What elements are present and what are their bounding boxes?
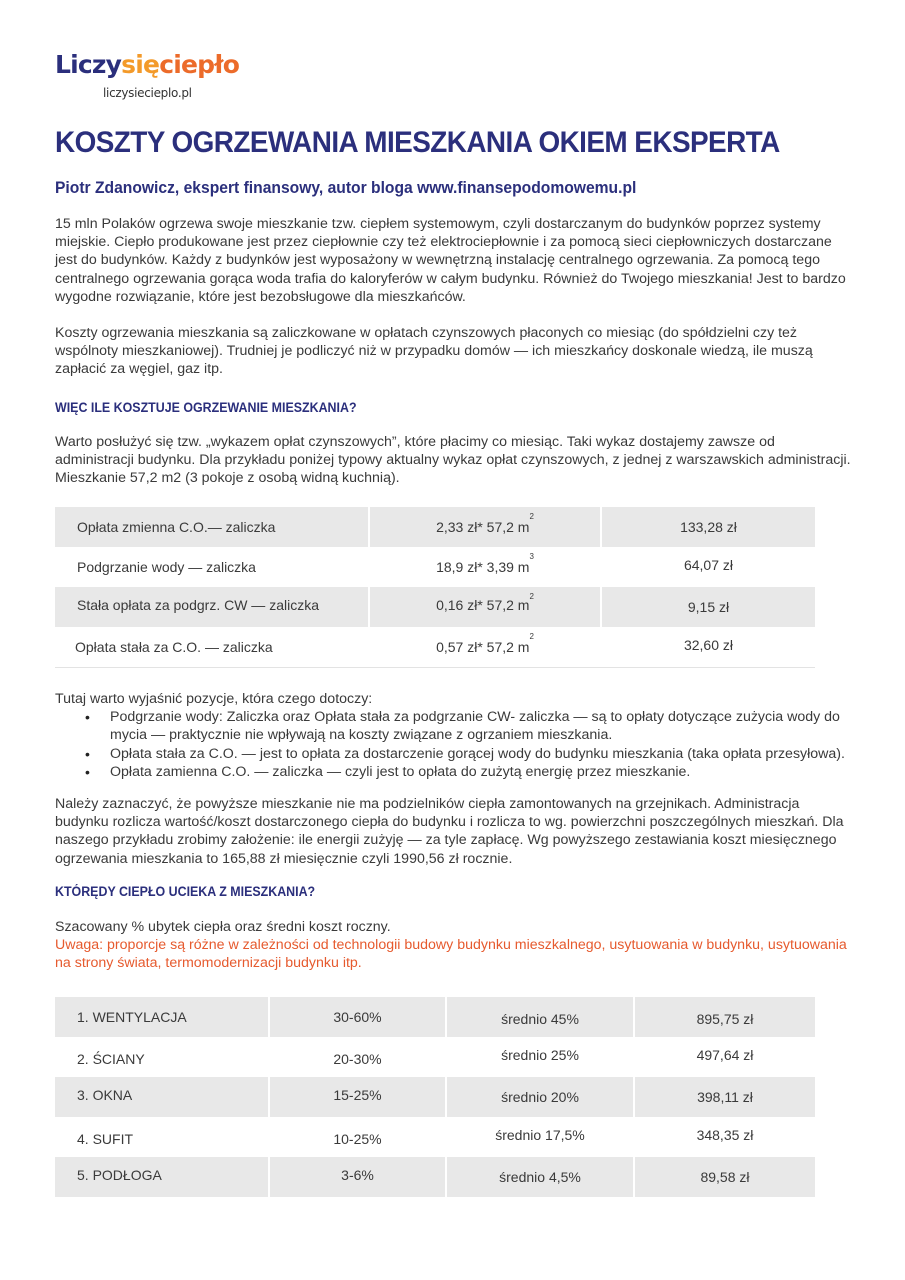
annual-cost: 89,58 zł [635, 1157, 815, 1197]
table-row [55, 1117, 815, 1157]
loss-average: średnio 45% [447, 997, 633, 1037]
logo-part-cieplo: ciepło [159, 50, 240, 79]
table-row [55, 587, 815, 627]
brand-logo [55, 50, 239, 80]
element-name: 5. PODŁOGA [55, 1157, 268, 1197]
element-name: 2. ŚCIANY [77, 1051, 145, 1067]
table-row [55, 627, 815, 667]
table-row [55, 507, 815, 547]
explanation-list [55, 708, 855, 781]
warning-note: Uwaga: proporcje są różne w zależności od technologii budowy budynku mieszkalnego, usytuowania w budynku, usytuowania na strony świata, termomodernizacji budynku itp. [55, 937, 847, 972]
fee-name: Opłata stała za C.O. — zaliczka [75, 639, 273, 655]
loss-range: 30-60% [270, 997, 445, 1037]
logo-part-liczy: Liczy [55, 50, 122, 79]
fee-rate: 0,57 zł* 57,2 $m^2$ [436, 632, 534, 655]
loss-average: średnio 20% [447, 1077, 633, 1117]
logo-url: liczysiecieplo.pl [103, 86, 192, 100]
fee-rate: 2,33 zł* 57,2 $m^2$ [370, 507, 600, 547]
loss-range: 15-25% [270, 1077, 445, 1117]
loss-range: 20-30% [333, 1051, 382, 1067]
fee-rate: 18,9 zł* 3,39 $m^3$ [436, 552, 534, 575]
list-item: • Opłata stała za C.O. — jest to opłata za dostarczenie gorącej wody do budynku mieszkania (taka opłata przesyłowa). [55, 745, 855, 763]
author-byline: Piotr Zdanowicz, ekspert finansowy, autor bloga www.finansepodomowemu.pl [55, 178, 637, 197]
table-divider [55, 667, 815, 668]
fees-table [55, 507, 815, 667]
section-heading-heat-loss: KTÓRĘDY CIEPŁO UCIEKA Z MIESZKANIA? [55, 884, 316, 899]
fee-amount: 133,28 zł [602, 507, 815, 547]
annual-cost: 497,64 zł [696, 1047, 754, 1063]
logo-part-sie: się [121, 50, 160, 79]
list-item: • Podgrzanie wody: Zaliczka oraz Opłata stała za podgrzanie CW- zaliczka — są to opłaty dotyczące zużycia wody do mycia — praktycznie nie wpływają na koszty związane z ogrzaniem mieszkania. [55, 708, 855, 744]
fee-amount: 32,60 zł [683, 637, 734, 653]
fee-name: Podgrzanie wody — zaliczka [77, 559, 256, 575]
element-name: 3. OKNA [55, 1077, 268, 1117]
table-row [55, 1157, 815, 1197]
fee-name: Opłata zmienna C.O.— zaliczka [55, 507, 368, 547]
heat-loss-intro [55, 918, 855, 973]
loss-range: 3-6% [270, 1157, 445, 1197]
table-row [55, 1037, 815, 1077]
fees-intro-paragraph: Warto posłużyć się tzw. „wykazem opłat czynszowych”, które płacimy co miesiąc. Taki wykaz dostajemy zawsze od administracji budynku. Dla przykładu poniżej typowy aktualny wykaz opłat czynszowych, z jednej z warszawskich administracji. Mieszkanie 57,2 m2 (3 pokoje z osobą widną kuchnią). [55, 434, 851, 487]
fee-amount: 9,15 zł [602, 587, 815, 627]
loss-average: średnio 17,5% [495, 1127, 585, 1143]
fee-rate: 0,16 zł* 57,2 $m^2$ [370, 587, 600, 627]
element-name: 1. WENTYLACJA [55, 997, 268, 1037]
fee-name: Stała opłata za podgrz. CW — zaliczka [55, 587, 368, 627]
calculation-paragraph: Należy zaznaczyć, że powyższe mieszkanie nie ma podzielników ciepła zamontowanych na grzejnikach. Administracja budynku rozlicza wartość/koszt dostarczonego ciepła do budynku i rozlicza to wg. powierzchni poszczególnych mieszkań. Dla naszego przykładu zrobimy założenie: ile energii zużyję — za tyle zapłacę. Wg powyższego zestawiania koszt miesięcznego ogrzewania mieszkania to 165,88 zł miesięcznie czyli 1990,56 zł rocznie. [55, 796, 844, 867]
list-item: • Opłata zamienna C.O. — zaliczka — czyli jest to opłata do zużytą energię przez mieszkanie. [55, 763, 855, 781]
element-name: 4. SUFIT [77, 1131, 134, 1147]
costs-paragraph: Koszty ogrzewania mieszkania są zaliczkowane w opłatach czynszowych płaconych co miesiąc (do spółdzielni czy też wspólnoty mieszkaniowej). Trudniej je podliczyć niż w przypadku domów — ich mieszkańcy doskonale wiedzą, ile muszą zapłacić za węgiel, gaz itp. [55, 325, 813, 378]
table-row [55, 547, 815, 587]
fee-amount: 64,07 zł [683, 557, 734, 573]
section-heading-costs: WIĘC ILE KOSZTUJE OGRZEWANIE MIESZKANIA? [55, 400, 357, 415]
page-title: KOSZTY OGRZEWANIA MIESZKANIA OKIEM EKSPERTA [55, 126, 780, 159]
heat-loss-table [55, 997, 815, 1197]
loss-average: średnio 25% [501, 1047, 579, 1063]
explanation-block [55, 690, 855, 781]
table-row [55, 1077, 815, 1117]
annual-cost: 398,11 zł [635, 1077, 815, 1117]
annual-cost: 348,35 zł [696, 1127, 754, 1143]
annual-cost: 895,75 zł [635, 997, 815, 1037]
loss-range: 10-25% [333, 1131, 382, 1147]
intro-paragraph: 15 mln Polaków ogrzewa swoje mieszkanie tzw. ciepłem systemowym, czyli dostarczanym do budynków poprzez systemy miejskie. Ciepło produkowane jest przez ciepłownie czy też elektrociepłownie i za pomocą sieci ciepłowniczych dostarczane jest do budynków. Każdy z budynków jest wyposażony w wewnętrzną instalację centralnego ogrzewania. Za pomocą tego centralnego ogrzewania gorąca woda trafia do kaloryferów w całym budynku. Również do Twojego mieszkania! Jest to bardzo wygodne rozwiązanie, które jest bezobsługowe dla mieszkańców. [55, 216, 846, 305]
table-row [55, 997, 815, 1037]
heat-loss-description: Szacowany % ubytek ciepła oraz średni koszt roczny. [55, 919, 391, 935]
loss-average: średnio 4,5% [447, 1157, 633, 1197]
explanation-intro: Tutaj warto wyjaśnić pozycje, która czego dotoczy: [55, 691, 373, 707]
